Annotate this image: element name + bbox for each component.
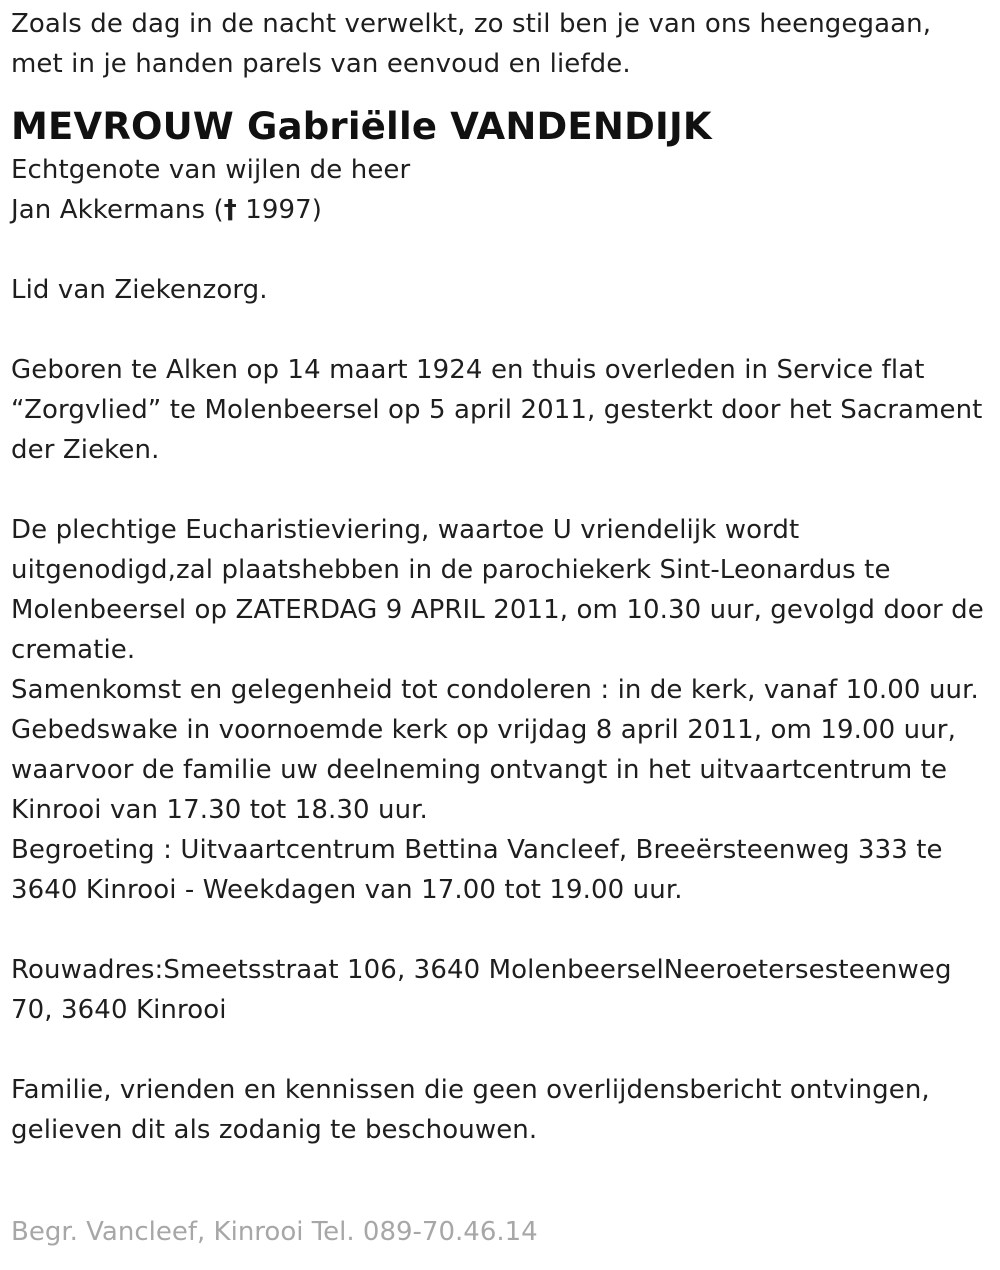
ceremony-line: crematie. (11, 635, 136, 665)
ceremony-line: Samenkomst en gelegenheid tot condoleren : in de kerk, vanaf 10.00 uur. (11, 675, 979, 705)
poem-line: met in je handen parels van eenvoud en liefde. (11, 49, 631, 79)
address-block (11, 950, 993, 1030)
undertaker-footer: Begr. Vancleef, Kinrooi Tel. 089-70.46.14 (11, 1217, 538, 1247)
address-line: Rouwadres:Smeetsstraat 106, 3640 MolenbeerselNeeroetersesteenweg (11, 955, 952, 985)
ceremony-line: Begroeting : Uitvaartcentrum Bettina Vancleef, Breeërsteenweg 333 te (11, 835, 943, 865)
spacer (11, 310, 993, 350)
ceremony-line: waarvoor de familie uw deelneming ontvangt in het uitvaartcentrum te (11, 755, 948, 785)
birth-death-block (11, 350, 993, 470)
closing-block (11, 1070, 993, 1150)
birth-death-line: “Zorgvlied” te Molenbeersel op 5 april 2011, gesterkt door het Sacrament (11, 395, 983, 425)
ceremony-line: uitgenodigd,zal plaatshebben in de parochiekerk Sint-Leonardus te (11, 555, 891, 585)
spouse-block (11, 150, 993, 230)
spacer (11, 1030, 993, 1070)
spouse-name-line (11, 190, 993, 230)
ceremony-line: De plechtige Eucharistieviering, waartoe U vriendelijk wordt (11, 515, 800, 545)
spouse-name: Jan Akkermans ( (11, 195, 224, 225)
cross-icon: † (223, 195, 237, 225)
spacer (11, 230, 993, 270)
ceremony-line: Molenbeersel op ZATERDAG 9 APRIL 2011, om 10.30 uur, gevolgd door de (11, 595, 984, 625)
ceremony-line: Kinrooi van 17.30 tot 18.30 uur. (11, 795, 428, 825)
closing-line: gelieven dit als zodanig te beschouwen. (11, 1115, 538, 1145)
membership-line: Lid van Ziekenzorg. (11, 275, 268, 305)
birth-death-line: Geboren te Alken op 14 maart 1924 en thuis overleden in Service flat (11, 355, 925, 385)
spacer (11, 470, 993, 510)
ceremony-line: 3640 Kinrooi - Weekdagen van 17.00 tot 19.00 uur. (11, 875, 683, 905)
deceased-name: MEVROUW Gabriëlle VANDENDIJK (11, 105, 712, 148)
obituary-notice (11, 4, 993, 1150)
ceremony-block (11, 510, 993, 910)
birth-death-line: der Zieken. (11, 435, 160, 465)
closing-line: Familie, vrienden en kennissen die geen overlijdensbericht ontvingen, (11, 1075, 930, 1105)
spouse-line: Echtgenote van wijlen de heer (11, 155, 411, 185)
address-line: 70, 3640 Kinrooi (11, 995, 227, 1025)
spacer (11, 910, 993, 950)
spouse-death-year: 1997) (236, 195, 323, 225)
poem-block (11, 4, 993, 84)
poem-line: Zoals de dag in de nacht verwelkt, zo stil ben je van ons heengegaan, (11, 9, 932, 39)
ceremony-line: Gebedswake in voornoemde kerk op vrijdag 8 april 2011, om 19.00 uur, (11, 715, 956, 745)
